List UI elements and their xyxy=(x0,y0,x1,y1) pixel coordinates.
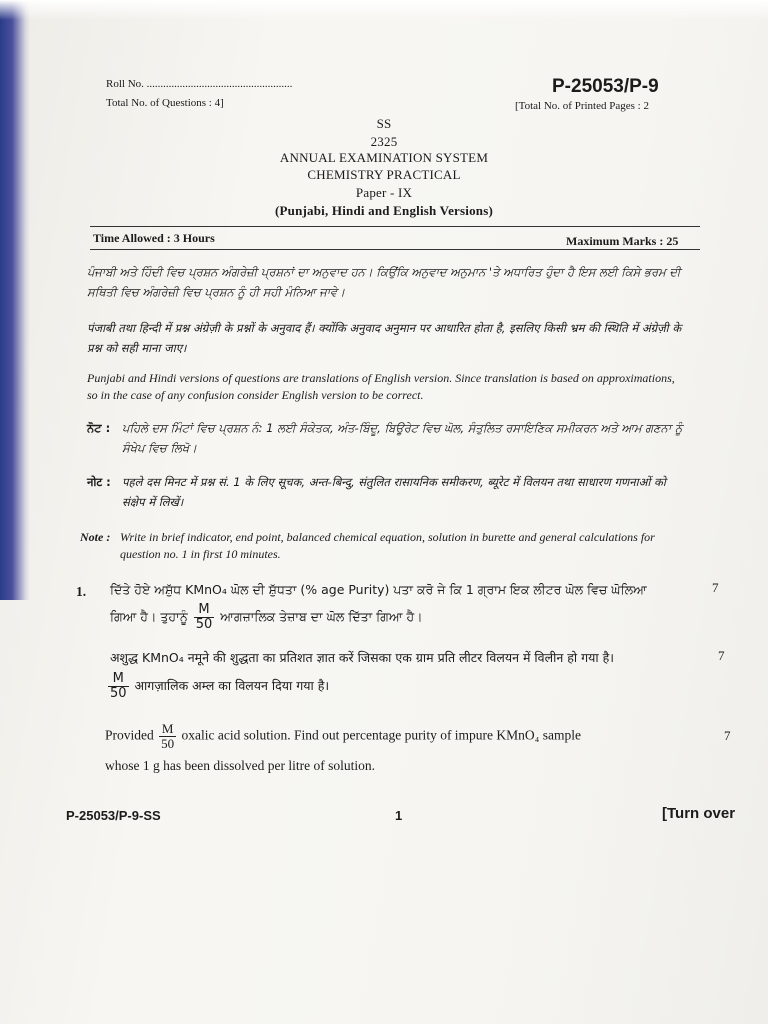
line-paper: Paper - IX xyxy=(355,185,413,200)
q1-punjabi-line2-post: ਆਗਜ਼ਾਲਿਕ ਤੇਜ਼ਾਬ ਦਾ ਘੋਲ ਦਿੱਤਾ ਗਿਆ ਹੈ। xyxy=(220,609,423,624)
fraction-numerator: M xyxy=(159,722,176,737)
fraction-numerator: M xyxy=(194,603,215,618)
q1-punjabi-line1: ਦਿੱਤੇ ਹੋਏ ਅਸ਼ੁੱਧ KMnO₄ ਘੋਲ ਦੀ ਸ਼ੁੱਧਤਾ (% age Purity) ਪਤਾ ਕਰੋ ਜੇ ਕਿ 1 ਗ੍ਰਾਮ ਇਕ ਲੀਟਰ ਘੋਲ ਵਿਚ ਘੋਲਿਆ xyxy=(110,582,647,597)
fraction-m-50 xyxy=(108,672,129,701)
total-questions: Total No. of Questions : 4] xyxy=(106,97,224,109)
max-marks: Maximum Marks : 25 xyxy=(566,234,679,248)
note-label-english: Note : xyxy=(80,530,111,544)
q1-english-pre: Provided xyxy=(105,727,154,743)
q1-english-post: oxalic acid solution. Find out percentage purity of impure KMnO₄ sample xyxy=(181,727,581,743)
note-punjabi: ਪਹਿਲੇ ਦਸ ਮਿੰਟਾਂ ਵਿਚ ਪ੍ਰਸ਼ਨ ਨੰ: 1 ਲਈ ਸੰਕੇਤਕ, ਅੰਤ-ਬਿੰਦੂ, ਬਿਊਰੇਟ ਵਿਚ ਘੋਲ, ਸੰਤੁਲਿਤ ਰਸਾਇਣਿਕ ਸਮੀਕਰਨ ਅਤੇ ਆਮ ਗਣਨਾ ਨੂੰ ਸੰਖੇਪ ਵਿਚ ਲਿਖੋ। xyxy=(122,421,683,455)
fraction-m-50 xyxy=(159,722,176,751)
line-versions: (Punjabi, Hindi and English Versions) xyxy=(274,203,493,218)
fraction-denominator: 50 xyxy=(195,617,213,632)
line-subject: CHEMISTRY PRACTICAL xyxy=(307,167,461,182)
q1-punjabi-line2-pre: ਗਿਆ ਹੈ। ਤੁਹਾਨੂੰ xyxy=(110,609,188,624)
page-edge-highlight xyxy=(0,0,768,20)
instruction-punjabi: ਪੰਜਾਬੀ ਅਤੇ ਹਿੰਦੀ ਵਿਚ ਪ੍ਰਸ਼ਨ ਅੰਗਰੇਜ਼ੀ ਪ੍ਰਸ਼ਨਾਂ ਦਾ ਅਨੁਵਾਦ ਹਨ। ਕਿਉਂਕਿ ਅਨੁਵਾਦ ਅਨੁਮਾਨ 'ਤੇ ਅਧਾਰਿਤ ਹੁੰਦਾ ਹੈ ਇਸ ਲਈ ਕਿਸੇ ਭਰਮ ਦੀ ਸਥਿਤੀ ਵਿਚ ਅੰਗਰੇਜ਼ੀ ਵਿਚ ਪ੍ਰਸ਼ਨ ਨੂੰ ਹੀ ਸਹੀ ਮੰਨਿਆ ਜਾਵੇ। xyxy=(87,265,681,299)
note-label-punjabi: ਨੋਟ : xyxy=(87,421,111,435)
q1-hindi-line1: अशुद्ध KMnO₄ नमूने की शुद्धता का प्रतिशत ज्ञात करें जिसका एक ग्राम प्रति लीटर विलयन में विलीन हो गया है। xyxy=(110,650,614,665)
instruction-hindi: पंजाबी तथा हिन्दी में प्रश्न अंग्रेज़ी के प्रश्नों के अनुवाद हैं। क्योंकि अनुवाद अनुमान पर आधारित होता है, इसलिए किसी भ्रम की स्थिति में अंग्रेज़ी के प्रश्न को सही माना जाए। xyxy=(87,321,682,355)
roll-no-field: Roll No. ..................................................... xyxy=(106,78,293,90)
time-allowed: Time Allowed : 3 Hours xyxy=(93,231,215,245)
footer-code: P-25053/P-9-SS xyxy=(66,808,161,823)
q1-english-line1 xyxy=(105,722,581,751)
question-number: 1. xyxy=(76,584,87,599)
paper-code: P-25053/P-9 xyxy=(552,76,659,97)
q1-marks-hindi: 7 xyxy=(718,648,725,663)
page-edge-shadow xyxy=(0,0,30,600)
q1-english-line2: whose 1 g has been dissolved per litre of solution. xyxy=(105,758,375,773)
fraction-denominator: 50 xyxy=(161,736,175,751)
rule-top xyxy=(90,226,700,227)
line-exam-system: ANNUAL EXAMINATION SYSTEM xyxy=(279,150,489,165)
line-year: 2325 xyxy=(370,134,398,149)
printed-pages: [Total No. of Printed Pages : 2 xyxy=(515,100,649,112)
q1-marks-punjabi: 7 xyxy=(712,580,719,595)
q1-hindi-line2 xyxy=(106,672,329,701)
instruction-english: Punjabi and Hindi versions of questions are translations of English version. Since translation is based on approximations, so in the case of any confusion consider English version to be correct. xyxy=(87,371,675,402)
note-hindi: पहले दस मिनट में प्रश्न सं. 1 के लिए सूचक, अन्त-बिन्दु, संतुलित रासायनिक समीकरण, ब्यूरेट में विलयन तथा साधारण गणनाओं को संक्षेप में लिखें। xyxy=(122,475,666,509)
line-ss: SS xyxy=(376,116,392,131)
fraction-numerator: M xyxy=(108,672,129,687)
footer-page-number: 1 xyxy=(395,808,403,823)
rule-bottom xyxy=(90,249,700,250)
footer-turn-over: [Turn over xyxy=(662,805,736,822)
q1-hindi-line2-post: आगज़ालिक अम्ल का विलयन दिया गया है। xyxy=(134,678,330,693)
note-label-hindi: नोट : xyxy=(87,475,111,489)
q1-marks-english: 7 xyxy=(724,728,731,743)
fraction-denominator: 50 xyxy=(110,686,127,701)
q1-punjabi-line2 xyxy=(110,603,423,632)
fraction-m-50 xyxy=(194,603,215,632)
note-english: Write in brief indicator, end point, balanced chemical equation, solution in burette and general calculations for question no. 1 in first 10 minutes. xyxy=(120,530,655,561)
